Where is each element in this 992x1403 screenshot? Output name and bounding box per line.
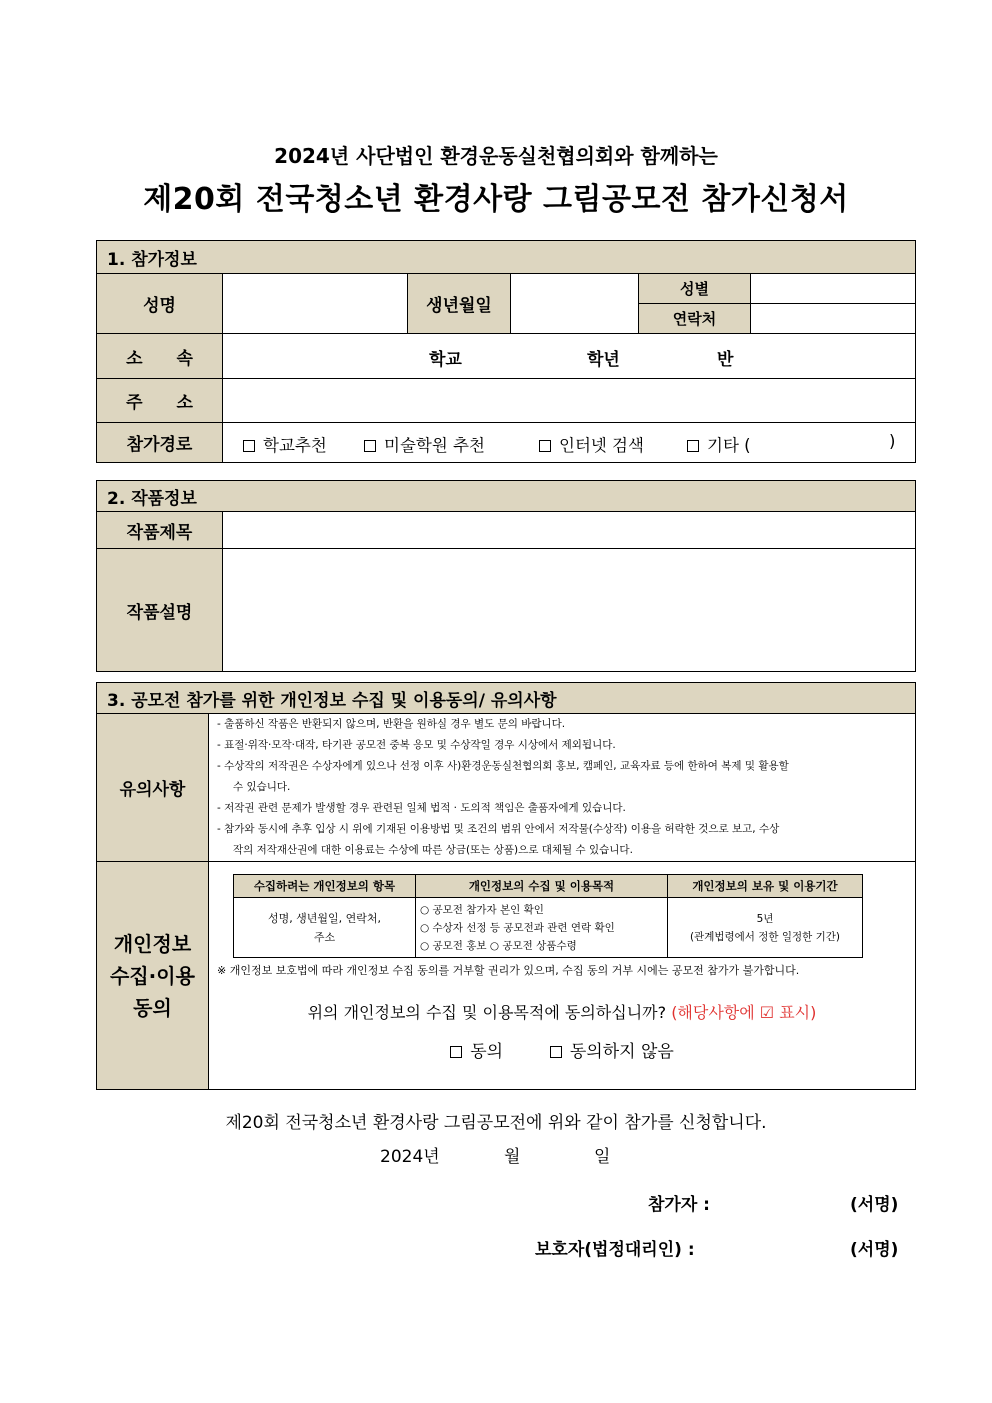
privacy-label: 개인정보 수집·이용 동의	[97, 862, 209, 1090]
guardian-sign[interactable]: (서명)	[850, 1240, 899, 1260]
route-other-close: )	[889, 432, 896, 451]
privacy-rights-note: ※ 개인정보 보호법에 따라 개인정보 수집 동의를 거부할 권리가 있으며, 수집 동의 거부 시에는 공모전 참가가 불가합니다.	[217, 964, 800, 977]
work-desc-field[interactable]	[223, 549, 916, 672]
gender-label: 성별	[639, 274, 751, 304]
address-label: 주 소	[97, 379, 223, 423]
note-item-continued: 작의 저작재산권에 대한 이용료는 수상에 따른 상금(또는 상품)으로 대체될 수 있습니다.	[233, 844, 633, 856]
notes-label: 유의사항	[97, 714, 209, 862]
checkbox-icon	[364, 440, 376, 452]
date-day: 일	[594, 1147, 611, 1167]
consent-question: 위의 개인정보의 수집 및 이용목적에 동의하십니까?	[307, 1003, 667, 1022]
consent-disagree-option[interactable]: 동의하지 않음	[550, 1042, 674, 1062]
privacy-consent-table	[96, 682, 916, 1090]
privacy-col-period: 개인정보의 보유 및 이용기간	[668, 875, 863, 898]
guardian-label: 보호자(법정대리인) :	[535, 1240, 695, 1260]
contact-label: 연락처	[639, 304, 751, 334]
gender-field[interactable]	[751, 274, 916, 304]
checkbox-icon	[550, 1046, 562, 1058]
name-label: 성명	[97, 274, 223, 334]
privacy-col-purpose: 개인정보의 수집 및 이용목적	[416, 875, 668, 898]
work-info-table	[96, 480, 916, 672]
note-item: - 저작권 관련 문제가 발생할 경우 관련된 일체 법적 · 도의적 책임은 출품자에게 있습니다.	[217, 802, 626, 814]
consent-question-line	[209, 1000, 915, 1023]
checkbox-icon	[450, 1046, 462, 1058]
date-year: 2024년	[380, 1147, 440, 1167]
consent-options	[209, 1037, 915, 1062]
privacy-purpose-cell: ○ 공모전 참가자 본인 확인 ○ 수상자 선정 등 공모전과 관련 연락 확인 ○ 공모전 홍보 ○ 공모전 상품수령	[416, 898, 668, 958]
affiliation-label: 소 속	[97, 334, 223, 379]
affiliation-field[interactable]	[223, 334, 916, 379]
privacy-period-cell: 5년 (관계법령에서 정한 일정한 기간)	[668, 898, 863, 958]
privacy-content	[209, 862, 916, 1090]
section3-heading: 3. 공모전 참가를 위한 개인정보 수집 및 이용동의/ 유의사항	[97, 683, 916, 714]
section2-heading: 2. 작품정보	[97, 481, 916, 512]
note-item: - 참가와 동시에 추후 입상 시 위에 기재된 이용방법 및 조건의 범위 안에서 저작물(수상작) 이용을 허락한 것으로 보고, 수상	[217, 823, 780, 835]
note-item: - 수상작의 저작권은 수상자에게 있으나 선정 이후 사)환경운동실천협의회 홍보, 캠페인, 교육자료 등에 한하여 복제 및 활용할	[217, 760, 789, 772]
name-field[interactable]	[223, 274, 408, 334]
document-subtitle: 2024년 사단법인 환경운동실천협의회와 함께하는	[274, 144, 718, 168]
privacy-col-items: 수집하려는 개인정보의 항목	[234, 875, 416, 898]
route-option-school[interactable]: 학교추천	[243, 432, 327, 456]
application-statement: 제20회 전국청소년 환경사랑 그림공모전에 위와 같이 참가를 신청합니다.	[225, 1113, 767, 1133]
route-option-internet[interactable]: 인터넷 검색	[539, 432, 644, 456]
notes-list	[209, 714, 916, 862]
date-month: 월	[504, 1147, 521, 1167]
school-suffix: 학교	[429, 350, 462, 370]
section1-heading: 1. 참가정보	[97, 241, 916, 274]
grade-suffix: 학년	[587, 350, 620, 370]
note-item: - 출품하신 작품은 반환되지 않으며, 반환을 원하실 경우 별도 문의 바랍니다.	[217, 718, 566, 730]
document-title: 제20회 전국청소년 환경사랑 그림공모전 참가신청서	[143, 182, 849, 217]
route-label: 참가경로	[97, 423, 223, 463]
checkbox-icon	[687, 440, 699, 452]
address-field[interactable]	[223, 379, 916, 423]
class-suffix: 반	[717, 350, 734, 370]
route-options	[223, 423, 916, 463]
privacy-items-table	[233, 874, 863, 958]
consent-agree-option[interactable]: 동의	[450, 1042, 503, 1062]
applicant-sign[interactable]: (서명)	[850, 1195, 899, 1215]
note-item: - 표절·위작·모작·대작, 타기관 공모전 중복 응모 및 수상작일 경우 시상에서 제외됩니다.	[217, 739, 616, 751]
checkbox-icon	[243, 440, 255, 452]
birthdate-label: 생년월일	[408, 274, 511, 334]
applicant-label: 참가자 :	[648, 1195, 710, 1215]
route-option-other[interactable]: 기타 (	[687, 432, 751, 456]
checkbox-icon	[539, 440, 551, 452]
birthdate-field[interactable]	[511, 274, 639, 334]
work-title-field[interactable]	[223, 512, 916, 549]
route-option-academy[interactable]: 미술학원 추천	[364, 432, 485, 456]
consent-hint: (해당사항에 ☑ 표시)	[671, 1003, 817, 1022]
note-item-continued: 수 있습니다.	[233, 781, 291, 793]
participant-info-table	[96, 240, 916, 463]
contact-field[interactable]	[751, 304, 916, 334]
work-title-label: 작품제목	[97, 512, 223, 549]
work-desc-label: 작품설명	[97, 549, 223, 672]
privacy-items-cell: 성명, 생년월일, 연락처, 주소	[234, 898, 416, 958]
